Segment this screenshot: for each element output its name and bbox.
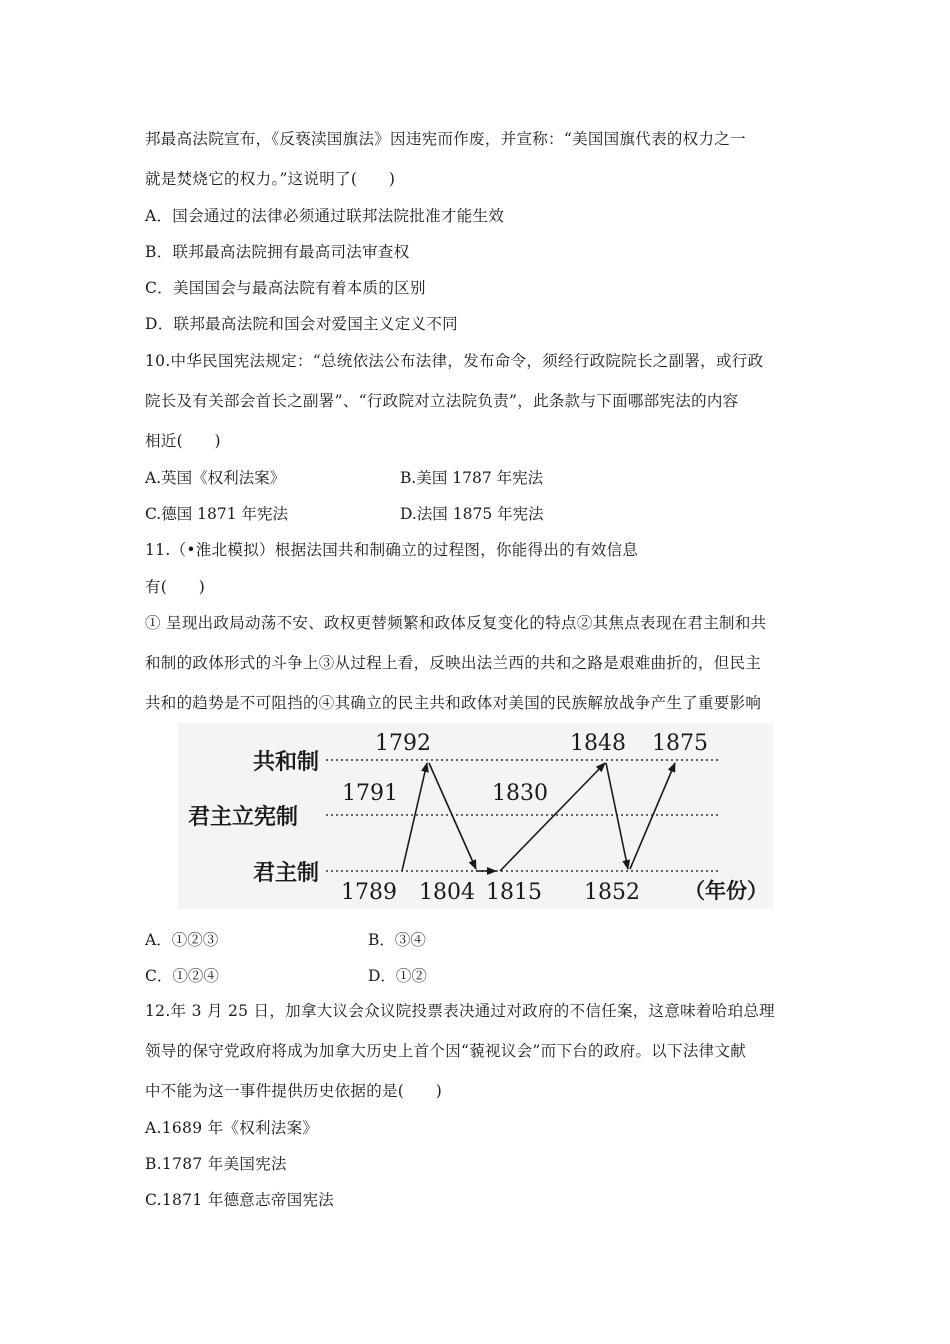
q11-option-a: A．①②③ [145, 931, 219, 949]
q11-option-b: B．③④ [368, 931, 426, 949]
q12-stem-line-1: 12.年 3 月 25 日，加拿大议会众议院投票表决通过对政府的不信任案，这意味着哈珀总理 [145, 1002, 775, 1020]
french-republic-process-diagram [178, 723, 773, 909]
q9-stem-line-2: 就是焚烧它的权力。”这说明了( ) [145, 170, 396, 188]
q11-stem-line-1: 11.（•淮北模拟）根据法国共和制确立的过程图，你能得出的有效信息 [145, 541, 639, 559]
q10-option-a: A.英国《权利法案》 [145, 469, 286, 487]
q12-stem-line-2: 领导的保守党政府将成为加拿大历史上首个因“藐视议会”而下台的政府。以下法律文献 [145, 1042, 747, 1060]
level-label-republic: 共和制 [252, 750, 320, 775]
year-1791: 1791 [342, 781, 398, 806]
q9-option-c: C．美国国会与最高法院有着本质的区别 [145, 279, 426, 297]
q10-option-c: C.德国 1871 年宪法 [145, 505, 289, 523]
q9-stem-line-1: 邦最高法院宣布，《反亵渎国旗法》因违宪而作废，并宣称：“美国国旗代表的权力之一 [145, 130, 746, 148]
q11-stem-line-2: 有( ) [145, 578, 206, 596]
year-unit-label: （年份） [684, 879, 768, 903]
q12-option-b: B.1787 年美国宪法 [145, 1155, 287, 1173]
year-1815: 1815 [486, 880, 542, 905]
q9-option-d: D．联邦最高法院和国会对爱国主义定义不同 [145, 315, 458, 333]
q10-option-b: B.美国 1787 年宪法 [400, 469, 544, 487]
q10-stem-line-3: 相近( ) [145, 432, 221, 450]
year-1852: 1852 [584, 880, 640, 905]
q12-option-a: A.1689 年《权利法案》 [145, 1119, 319, 1137]
q11-option-d: D．①② [368, 967, 427, 985]
year-1875: 1875 [652, 731, 708, 756]
year-1830: 1830 [492, 781, 548, 806]
level-label-constitutional-monarchy: 君主立宪制 [187, 805, 299, 830]
year-1789: 1789 [341, 880, 397, 905]
year-1848: 1848 [570, 731, 626, 756]
q11-stem-line-5: 共和的趋势是不可阻挡的④其确立的民主共和政体对美国的民族解放战争产生了重要影响 [145, 694, 762, 712]
level-label-monarchy: 君主制 [252, 861, 320, 886]
q12-option-c: C.1871 年德意志帝国宪法 [145, 1191, 335, 1209]
q11-stem-line-3: ① 呈现出政局动荡不安、政权更替频繁和政体反复变化的特点②其焦点表现在君主制和共 [145, 614, 767, 632]
q9-option-b: B．联邦最高法院拥有最高司法审查权 [145, 243, 410, 261]
year-1792: 1792 [375, 731, 431, 756]
q12-stem-line-3: 中不能为这一事件提供历史依据的是( ) [145, 1082, 443, 1100]
q9-option-a: A．国会通过的法律必须通过联邦法院批准才能生效 [145, 207, 505, 225]
q10-stem-line-1: 10.中华民国宪法规定：“总统依法公布法律，发布命令，须经行政院院长之副署，或行政 [145, 352, 764, 370]
q11-stem-line-4: 和制的政体形式的斗争上③从过程上看，反映出法兰西的共和之路是艰难曲折的，但民主 [145, 654, 762, 672]
year-1804: 1804 [419, 880, 475, 905]
q10-stem-line-2: 院长及有关部会首长之副署”、“行政院对立法院负责”，此条款与下面哪部宪法的内容 [145, 392, 739, 410]
q10-option-d: D.法国 1875 年宪法 [400, 505, 544, 523]
q11-option-c: C．①②④ [145, 967, 219, 985]
